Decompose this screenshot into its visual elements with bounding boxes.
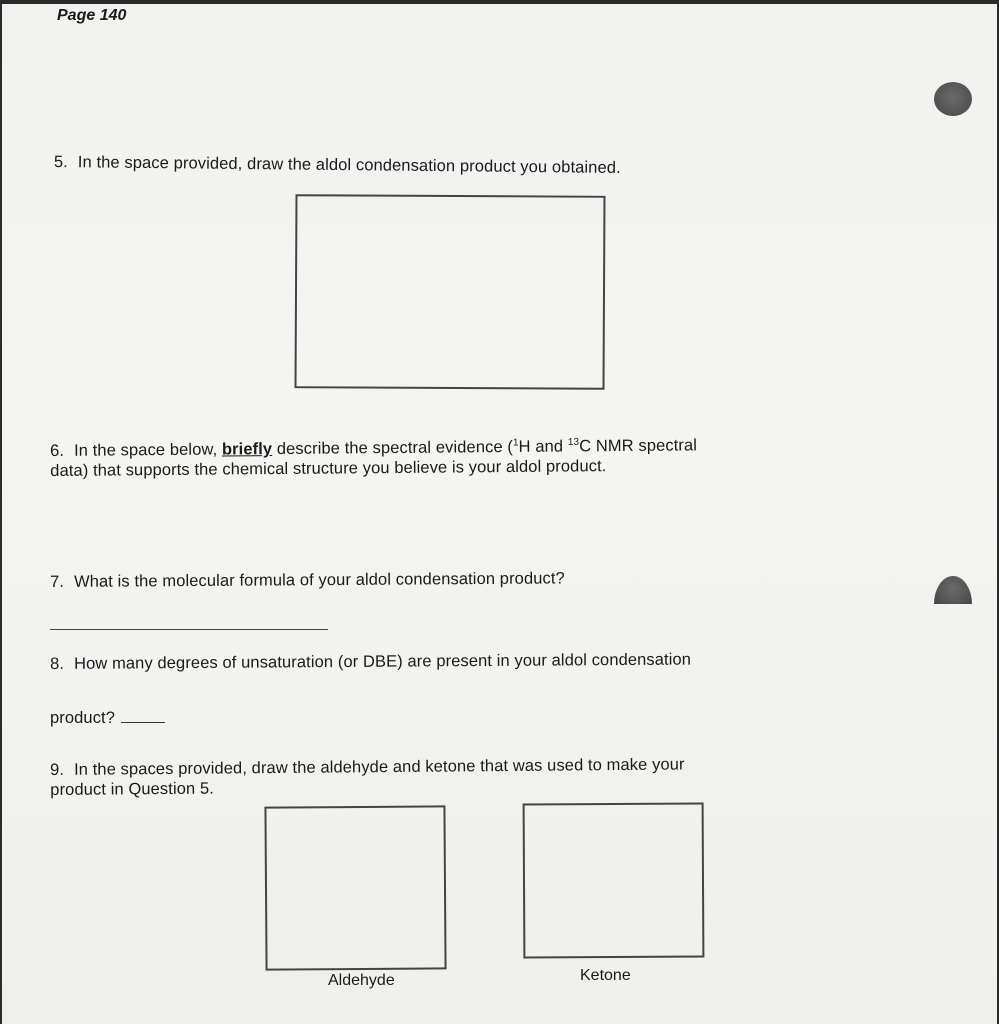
worksheet-page: [2, 4, 997, 1024]
question-6-text-d: C NMR spectral: [579, 436, 698, 456]
binder-hole-middle: [934, 576, 972, 604]
question-7: [50, 568, 565, 592]
aldehyde-caption: Aldehyde: [328, 972, 395, 989]
question-8-text: How many degrees of unsaturation (or DBE) are present in your aldol condensation: [73, 650, 692, 673]
page-number: Page 140: [57, 7, 127, 24]
question-8: [50, 650, 691, 674]
question-6-text-a: In the space below,: [73, 440, 222, 460]
binder-hole-top: [934, 82, 972, 116]
question-8-product-label: product?: [50, 709, 116, 727]
question-8-line-2: [50, 708, 165, 728]
superscript-13: 13: [567, 436, 580, 448]
question-7-number: 7.: [50, 572, 65, 591]
question-6-text-c: H and: [518, 437, 568, 456]
molecular-formula-answer-line[interactable]: [50, 629, 328, 630]
question-5-number: 5.: [53, 152, 68, 172]
aldehyde-drawing-box[interactable]: [264, 805, 446, 970]
question-5-text: In the space provided, draw the aldol condensation product you obtained.: [77, 153, 621, 177]
question-6-number: 6.: [50, 441, 65, 460]
question-9-line-2: product in Question 5.: [50, 779, 214, 799]
question-8-number: 8.: [50, 654, 65, 673]
question-9: [50, 754, 685, 800]
superscript-1: 1: [512, 437, 519, 449]
question-6: [50, 435, 697, 481]
question-9-text: In the spaces provided, draw the aldehyde and ketone that was used to make your: [73, 755, 685, 779]
ketone-drawing-box[interactable]: [523, 803, 705, 959]
dbe-answer-line[interactable]: [121, 708, 165, 723]
question-5: [54, 152, 621, 178]
question-9-number: 9.: [50, 760, 65, 779]
ketone-caption: Ketone: [580, 967, 631, 984]
briefly-emphasis: briefly: [221, 440, 273, 459]
question-6-line-2: data) that supports the chemical structure you believe is your aldol product.: [50, 457, 607, 480]
product-drawing-box[interactable]: [294, 194, 605, 390]
question-6-text-b: describe the spectral evidence (: [272, 437, 514, 459]
question-7-text: What is the molecular formula of your aldol condensation product?: [73, 569, 565, 591]
